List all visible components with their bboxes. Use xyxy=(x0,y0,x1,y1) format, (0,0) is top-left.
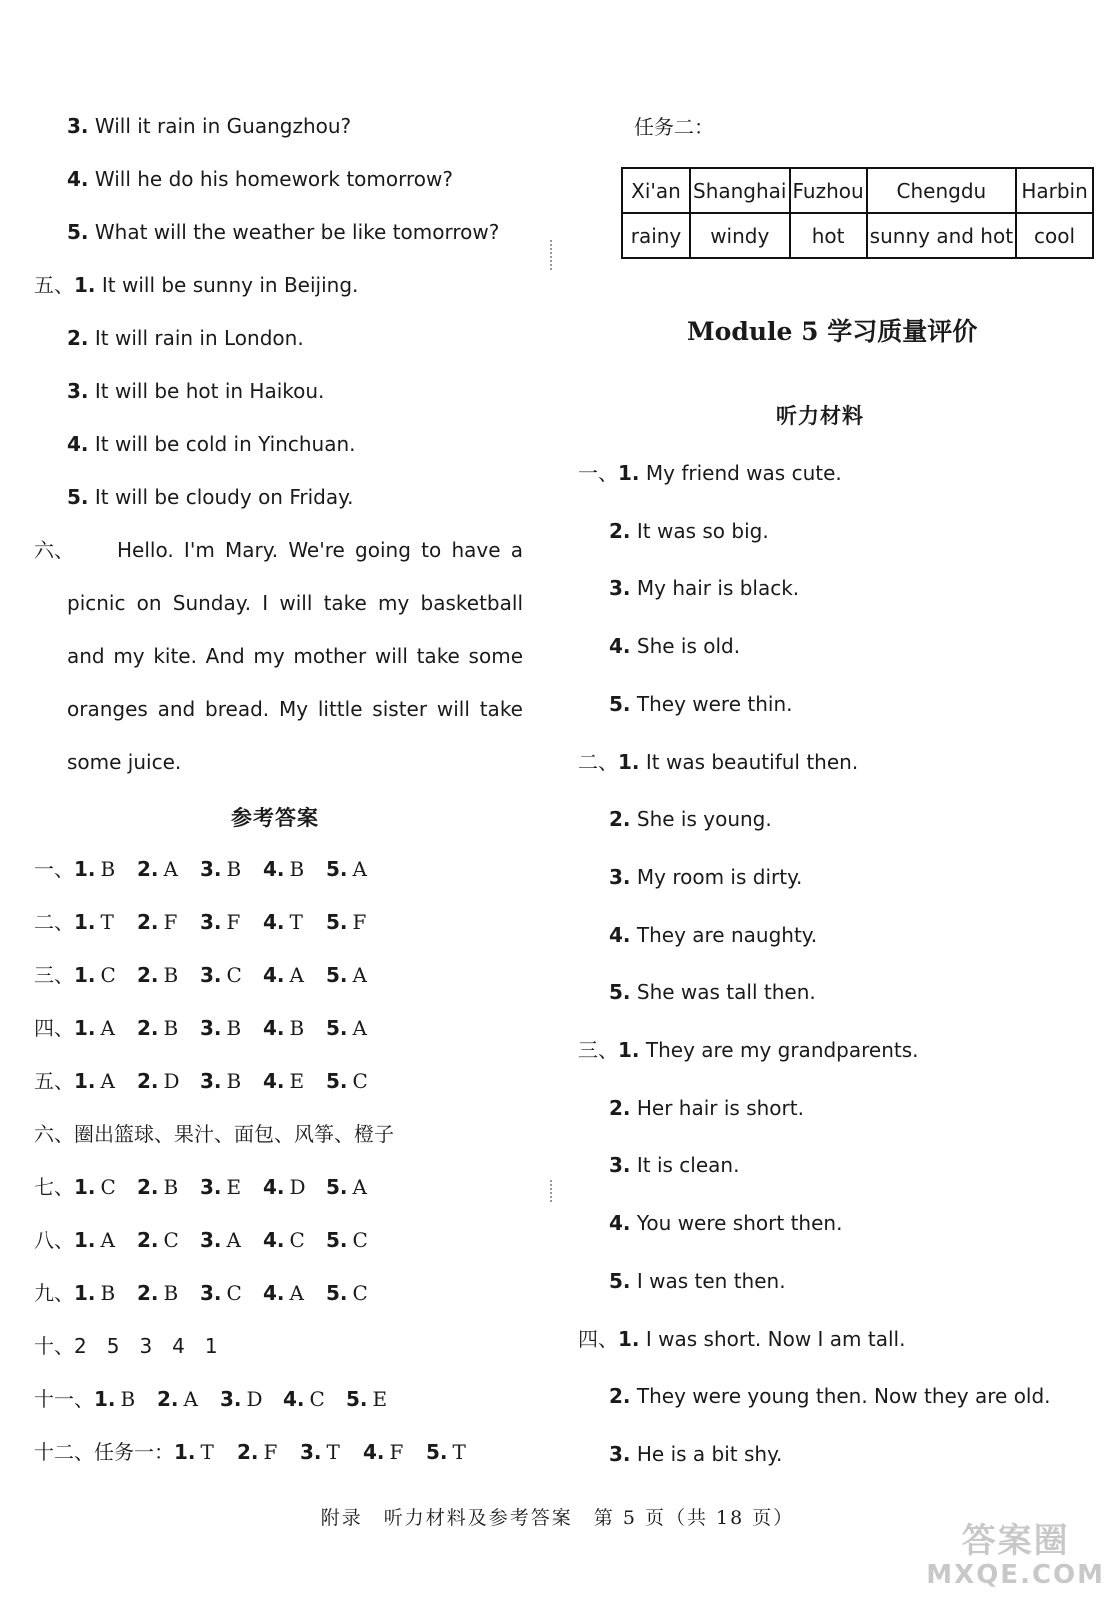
answer-prefix: 八、 xyxy=(34,1228,74,1252)
item-number: 3. xyxy=(609,576,631,600)
answer-item xyxy=(426,1438,466,1466)
answer-number: 1. xyxy=(74,910,96,934)
column-divider xyxy=(550,240,552,270)
listening-line xyxy=(609,690,792,718)
answer-number: 2. xyxy=(137,1069,159,1093)
answer-value: D xyxy=(246,1387,263,1411)
answer-value: F xyxy=(352,910,367,934)
answer-value: B xyxy=(226,857,242,881)
watermark-bottom: MXQE.COM xyxy=(926,1560,1105,1590)
answer-item xyxy=(137,1226,179,1254)
answer-item xyxy=(300,1438,340,1466)
listening-line xyxy=(578,1325,905,1353)
answer-number: 3. xyxy=(300,1440,322,1464)
answer-item xyxy=(137,961,178,989)
answer-item xyxy=(200,1014,241,1042)
answer-item xyxy=(326,1067,368,1095)
answer-item xyxy=(200,1279,242,1307)
item-number: 2. xyxy=(609,807,631,831)
answer-number: 3. xyxy=(200,910,222,934)
answer-value: E xyxy=(226,1175,242,1199)
answer-item xyxy=(326,908,366,936)
answer-item xyxy=(94,1385,135,1413)
listening-line xyxy=(609,1440,782,1468)
answer-item xyxy=(326,855,367,883)
answer-number: 5. xyxy=(326,1016,348,1040)
answer-number: 4. xyxy=(283,1387,305,1411)
answer-value: C xyxy=(352,1228,368,1252)
answer-row xyxy=(34,1226,394,1254)
listening-line xyxy=(609,1209,842,1237)
page-footer: 附录 听力材料及参考答案 第 5 页（共 18 页） xyxy=(320,1507,795,1529)
answer-value: B xyxy=(163,1175,179,1199)
listening-line xyxy=(609,574,799,602)
answer-item xyxy=(326,1279,368,1307)
answer-value: D xyxy=(163,1069,180,1093)
answer-item xyxy=(74,1067,115,1095)
answer-number: 2. xyxy=(137,910,159,934)
task-2-label: 任务二： xyxy=(634,115,714,139)
answer-row xyxy=(34,1279,394,1307)
answer-number: 5. xyxy=(326,1175,348,1199)
answer-number: 4. xyxy=(363,1440,385,1464)
item-number: 1. xyxy=(618,461,640,485)
answer-value: F xyxy=(389,1440,404,1464)
answer-value: C xyxy=(226,1281,242,1305)
table-cell: Fuzhou xyxy=(790,168,867,213)
answer-prefix: 十一、 xyxy=(34,1387,94,1411)
answer-value: A xyxy=(183,1387,198,1411)
answer-text: 2 5 3 4 1 xyxy=(74,1334,218,1358)
item-text: It was so big. xyxy=(630,519,769,543)
item-text: They were thin. xyxy=(630,692,793,716)
item-number: 2. xyxy=(609,1384,631,1408)
answer-number: 2. xyxy=(137,1228,159,1252)
item-text: My hair is black. xyxy=(630,576,800,600)
section-prefix: 三、 xyxy=(578,1038,618,1062)
answer-row xyxy=(34,1438,494,1466)
item-number: 5. xyxy=(609,980,631,1004)
answer-item xyxy=(200,1173,241,1201)
item-number: 4. xyxy=(609,1211,631,1235)
answer-value: A xyxy=(100,1228,115,1252)
answer-number: 1. xyxy=(94,1387,116,1411)
section-5-item: 五、1. It will be sunny in Beijing. xyxy=(34,273,359,297)
answer-item xyxy=(263,1173,306,1201)
answer-number: 4. xyxy=(263,1281,285,1305)
answer-number: 1. xyxy=(174,1440,196,1464)
answer-value: B xyxy=(289,857,305,881)
answer-item xyxy=(200,908,240,936)
answer-number: 3. xyxy=(200,963,222,987)
answer-item xyxy=(74,1173,116,1201)
answer-row xyxy=(34,1385,414,1413)
answer-row xyxy=(34,855,394,883)
answer-item xyxy=(263,1279,304,1307)
answer-value: T xyxy=(452,1440,466,1464)
answer-number: 1. xyxy=(74,1016,96,1040)
answer-value: T xyxy=(289,910,303,934)
answer-number: 5. xyxy=(326,910,348,934)
answer-row xyxy=(34,1067,394,1095)
answer-value: C xyxy=(309,1387,325,1411)
answer-number: 5. xyxy=(346,1387,368,1411)
answer-item xyxy=(263,961,304,989)
listening-line xyxy=(609,921,817,949)
answer-number: 4. xyxy=(263,963,285,987)
listening-line xyxy=(609,1094,804,1122)
answer-number: 2. xyxy=(237,1440,259,1464)
answer-value: A xyxy=(352,857,367,881)
answer-value: C xyxy=(226,963,242,987)
answer-item xyxy=(200,1067,241,1095)
item-number: 1. xyxy=(618,1327,640,1351)
answer-value: C xyxy=(289,1228,305,1252)
listening-line xyxy=(609,805,772,833)
listening-line xyxy=(609,632,740,660)
table-cell: sunny and hot xyxy=(867,213,1016,258)
answer-value: E xyxy=(289,1069,305,1093)
answer-value: B xyxy=(100,1281,116,1305)
answer-item xyxy=(74,1014,115,1042)
listening-heading: 听力材料 xyxy=(776,404,864,428)
answer-value: B xyxy=(120,1387,136,1411)
answer-prefix: 二、 xyxy=(34,910,74,934)
answer-value: T xyxy=(200,1440,214,1464)
answer-number: 3. xyxy=(200,857,222,881)
answer-prefix: 一、 xyxy=(34,857,74,881)
answer-number: 5. xyxy=(426,1440,448,1464)
question-line: 3. Will it rain in Guangzhou? xyxy=(67,114,352,138)
listening-line xyxy=(609,1382,1051,1410)
answer-number: 4. xyxy=(263,1175,285,1199)
section-6-prefix: 六、 xyxy=(34,538,74,562)
answer-value: B xyxy=(226,1069,242,1093)
item-text: She was tall then. xyxy=(630,980,816,1004)
answer-number: 3. xyxy=(200,1228,222,1252)
item-text: They are naughty. xyxy=(630,923,818,947)
item-number: 4. xyxy=(609,923,631,947)
answer-number: 5. xyxy=(326,1069,348,1093)
answer-item xyxy=(174,1438,214,1466)
listening-line xyxy=(609,978,816,1006)
item-number: 2. xyxy=(609,519,631,543)
answer-value: C xyxy=(100,963,116,987)
item-text: I was ten then. xyxy=(630,1269,786,1293)
answer-number: 4. xyxy=(263,1069,285,1093)
item-number: 2. xyxy=(609,1096,631,1120)
answer-number: 3. xyxy=(220,1387,242,1411)
answer-item xyxy=(74,961,116,989)
answer-value: A xyxy=(100,1069,115,1093)
answer-number: 2. xyxy=(137,1016,159,1040)
answer-value: A xyxy=(352,1016,367,1040)
section-5-item: 2. It will rain in London. xyxy=(67,326,304,350)
answer-number: 5. xyxy=(326,963,348,987)
item-number: 5. xyxy=(609,692,631,716)
answer-value: A xyxy=(226,1228,241,1252)
answer-item xyxy=(263,1226,305,1254)
listening-line xyxy=(609,517,769,545)
section-6-paragraph xyxy=(34,524,523,789)
item-text: She is young. xyxy=(630,807,772,831)
answer-prefix: 五、 xyxy=(34,1069,74,1093)
answer-prefix: 十、 xyxy=(34,1334,74,1358)
item-text: My friend was cute. xyxy=(639,461,842,485)
answer-number: 1. xyxy=(74,1228,96,1252)
answer-item xyxy=(74,1279,115,1307)
answer-value: A xyxy=(289,963,304,987)
answer-value: A xyxy=(163,857,178,881)
listening-line xyxy=(609,1151,739,1179)
answer-number: 1. xyxy=(74,1069,96,1093)
table-cell: Xi'an xyxy=(622,168,690,213)
table-cell: Harbin xyxy=(1016,168,1093,213)
answer-item xyxy=(137,1014,178,1042)
answer-number: 3. xyxy=(200,1016,222,1040)
answer-item xyxy=(326,1014,367,1042)
item-number: 1. xyxy=(618,750,640,774)
table-cell: cool xyxy=(1016,213,1093,258)
item-text: She is old. xyxy=(630,634,741,658)
answer-item xyxy=(283,1385,325,1413)
answer-number: 5. xyxy=(326,1228,348,1252)
answer-value: A xyxy=(352,1175,367,1199)
table-cell: rainy xyxy=(622,213,690,258)
answer-number: 2. xyxy=(137,857,159,881)
item-text: He is a bit shy. xyxy=(630,1442,783,1466)
answer-value: T xyxy=(100,910,114,934)
section-prefix: 一、 xyxy=(578,461,618,485)
answer-prefix: 三、 xyxy=(34,963,74,987)
item-number: 3. xyxy=(609,1153,631,1177)
item-text: My room is dirty. xyxy=(630,865,803,889)
answer-number: 2. xyxy=(137,1175,159,1199)
answer-number: 4. xyxy=(263,857,285,881)
answer-value: A xyxy=(289,1281,304,1305)
answer-value: C xyxy=(163,1228,179,1252)
answer-item xyxy=(263,1067,304,1095)
answer-value: E xyxy=(372,1387,388,1411)
column-divider xyxy=(550,1180,552,1202)
section-6-text: Hello. I'm Mary. We're going to have a picnic on Sunday. I will take my basketball and my kite. And my mother will take some oranges and bread. My little sister will take some juice. xyxy=(67,538,523,774)
item-text: Her hair is short. xyxy=(630,1096,804,1120)
answer-item xyxy=(157,1385,198,1413)
watermark xyxy=(926,1521,1105,1592)
answer-row xyxy=(34,908,394,936)
table-cell: hot xyxy=(790,213,867,258)
answer-item xyxy=(200,855,241,883)
answer-value: C xyxy=(352,1069,368,1093)
answer-item xyxy=(237,1438,277,1466)
answer-value: F xyxy=(226,910,241,934)
answer-value: B xyxy=(289,1016,305,1040)
answer-value: B xyxy=(163,1016,179,1040)
answer-number: 1. xyxy=(74,1175,96,1199)
question-line: 4. Will he do his homework tomorrow? xyxy=(67,167,453,191)
answer-item xyxy=(74,1226,115,1254)
answer-value: F xyxy=(263,1440,278,1464)
answer-number: 1. xyxy=(74,963,96,987)
answer-item xyxy=(74,908,114,936)
answer-value: B xyxy=(226,1016,242,1040)
item-number: 1. xyxy=(618,1038,640,1062)
answer-item xyxy=(346,1385,387,1413)
answer-row xyxy=(34,1120,394,1148)
answer-item xyxy=(326,961,367,989)
answer-row xyxy=(34,961,394,989)
answer-row xyxy=(34,1332,218,1360)
answer-number: 5. xyxy=(326,857,348,881)
answer-item xyxy=(363,1438,403,1466)
answer-number: 5. xyxy=(326,1281,348,1305)
answer-number: 3. xyxy=(200,1175,222,1199)
answer-prefix: 七、 xyxy=(34,1175,74,1199)
answer-row xyxy=(34,1014,394,1042)
answer-item xyxy=(200,961,242,989)
answer-prefix: 九、 xyxy=(34,1281,74,1305)
answer-number: 4. xyxy=(263,910,285,934)
answer-item xyxy=(326,1226,368,1254)
answer-number: 4. xyxy=(263,1016,285,1040)
section-prefix: 二、 xyxy=(578,750,618,774)
answer-value: A xyxy=(100,1016,115,1040)
listening-line xyxy=(609,863,802,891)
answer-item xyxy=(263,908,303,936)
answer-number: 3. xyxy=(200,1069,222,1093)
answer-value: A xyxy=(352,963,367,987)
section-prefix: 四、 xyxy=(578,1327,618,1351)
answer-number: 2. xyxy=(137,963,159,987)
item-text: I was short. Now I am tall. xyxy=(639,1327,906,1351)
answer-value: D xyxy=(289,1175,306,1199)
answer-value: C xyxy=(352,1281,368,1305)
answer-number: 4. xyxy=(263,1228,285,1252)
question-line: 5. What will the weather be like tomorrow? xyxy=(67,220,500,244)
item-number: 4. xyxy=(609,634,631,658)
table-cell: windy xyxy=(690,213,790,258)
answer-value: B xyxy=(163,963,179,987)
answer-number: 2. xyxy=(137,1281,159,1305)
listening-line xyxy=(578,748,858,776)
table-row xyxy=(622,168,1093,213)
listening-line xyxy=(578,1036,919,1064)
answer-item xyxy=(263,1014,304,1042)
listening-line xyxy=(609,1267,786,1295)
answer-item xyxy=(137,855,178,883)
answer-item xyxy=(137,1279,178,1307)
item-text: You were short then. xyxy=(630,1211,843,1235)
item-text: It is clean. xyxy=(630,1153,740,1177)
answer-item xyxy=(137,1067,180,1095)
item-number: 3. xyxy=(609,1442,631,1466)
listening-line xyxy=(578,459,842,487)
answer-item xyxy=(326,1173,367,1201)
weather-table xyxy=(621,167,1094,259)
answer-value: F xyxy=(163,910,178,934)
item-text: They are my grandparents. xyxy=(639,1038,919,1062)
answer-item xyxy=(137,908,177,936)
answer-value: C xyxy=(100,1175,116,1199)
section-5-item: 5. It will be cloudy on Friday. xyxy=(67,485,354,509)
answer-number: 1. xyxy=(74,1281,96,1305)
answers-heading: 参考答案 xyxy=(231,806,319,830)
item-text: It was beautiful then. xyxy=(639,750,859,774)
answer-value: B xyxy=(163,1281,179,1305)
answer-number: 2. xyxy=(157,1387,179,1411)
answer-number: 1. xyxy=(74,857,96,881)
item-text: They were young then. Now they are old. xyxy=(630,1384,1051,1408)
section-5-item: 4. It will be cold in Yinchuan. xyxy=(67,432,356,456)
answer-prefix: 十二、任务一： xyxy=(34,1440,174,1464)
table-cell: Chengdu xyxy=(867,168,1016,213)
watermark-top: 答案圈 xyxy=(961,1521,1070,1561)
table-row xyxy=(622,213,1093,258)
answer-prefix: 四、 xyxy=(34,1016,74,1040)
answer-row xyxy=(34,1173,394,1201)
answer-value: B xyxy=(100,857,116,881)
item-number: 5. xyxy=(609,1269,631,1293)
answer-item xyxy=(137,1173,178,1201)
answer-item xyxy=(74,855,115,883)
answer-text: 圈出篮球、果汁、面包、风筝、橙子 xyxy=(74,1122,394,1146)
answer-item xyxy=(263,855,304,883)
section-5-item: 3. It will be hot in Haikou. xyxy=(67,379,325,403)
table-cell: Shanghai xyxy=(690,168,790,213)
answer-item xyxy=(220,1385,263,1413)
answer-prefix: 六、 xyxy=(34,1122,74,1146)
item-number: 3. xyxy=(609,865,631,889)
answer-item xyxy=(200,1226,241,1254)
module-title: Module 5 学习质量评价 xyxy=(687,317,978,346)
answer-value: T xyxy=(326,1440,340,1464)
answer-number: 3. xyxy=(200,1281,222,1305)
